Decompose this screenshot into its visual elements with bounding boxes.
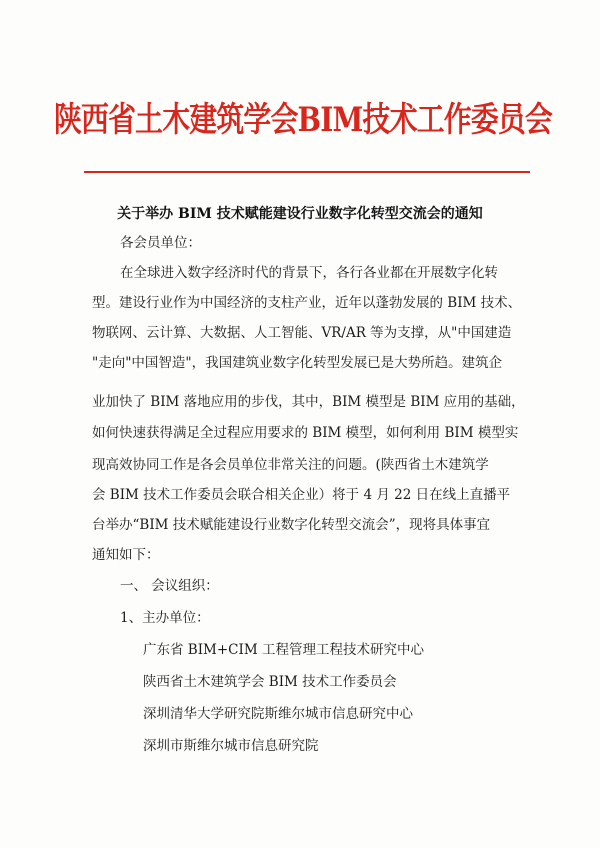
body-line-6: 如何快速获得满足全过程应用要求的 BIM 模型，如何利用 BIM 模型实 [92, 425, 519, 441]
salutation: 各会员单位： [120, 235, 201, 251]
subsection-heading-host-units: 1、主办单位： [120, 610, 210, 626]
body-line-1: 在全球进入数字经济时代的背景下，各行各业都在开展数字化转 [120, 265, 498, 281]
organizer-item: 深圳清华大学研究院斯维尔城市信息研究中心 [143, 706, 413, 722]
notice-title: 关于举办 BIM 技术赋能建设行业数字化转型交流会的通知 [117, 206, 483, 222]
organization-header-title: 陕西省土木建筑学会BIM技术工作委员会 [54, 100, 552, 140]
header-red-rule [84, 171, 530, 173]
body-line-9: 台举办“BIM 技术赋能建设行业数字化转型交流会”，现将具体事宜 [92, 517, 491, 533]
organizer-item: 陕西省土木建筑学会 BIM 技术工作委员会 [143, 674, 397, 690]
body-line-2: 型。建设行业作为中国经济的支柱产业，近年以蓬勃发展的 BIM 技术、 [92, 295, 522, 311]
section-heading-meeting-organization: 一、 会议组织： [120, 578, 219, 594]
body-line-3: 物联网、云计算、大数据、人工智能、VR/AR 等为支撑，从"中国建造 [92, 325, 512, 341]
body-line-7: 现高效协同工作是各会员单位非常关注的问题。(陕西省土木建筑学 [92, 457, 489, 473]
body-line-4: "走向"中国智造"，我国建筑业数字化转型发展已是大势所趋。建筑企 [92, 355, 503, 371]
organizer-item: 深圳市斯维尔城市信息研究院 [143, 738, 319, 754]
body-line-8: 会 BIM 技术工作委员会联合相关企业）将于 4 月 22 日在线上直播平 [92, 487, 511, 503]
organizer-item: 广东省 BIM+CIM 工程管理工程技术研究中心 [143, 642, 424, 658]
body-line-5: 业加快了 BIM 落地应用的步伐，其中，BIM 模型是 BIM 应用的基础， [92, 394, 525, 410]
body-line-10: 通知如下： [92, 547, 160, 563]
